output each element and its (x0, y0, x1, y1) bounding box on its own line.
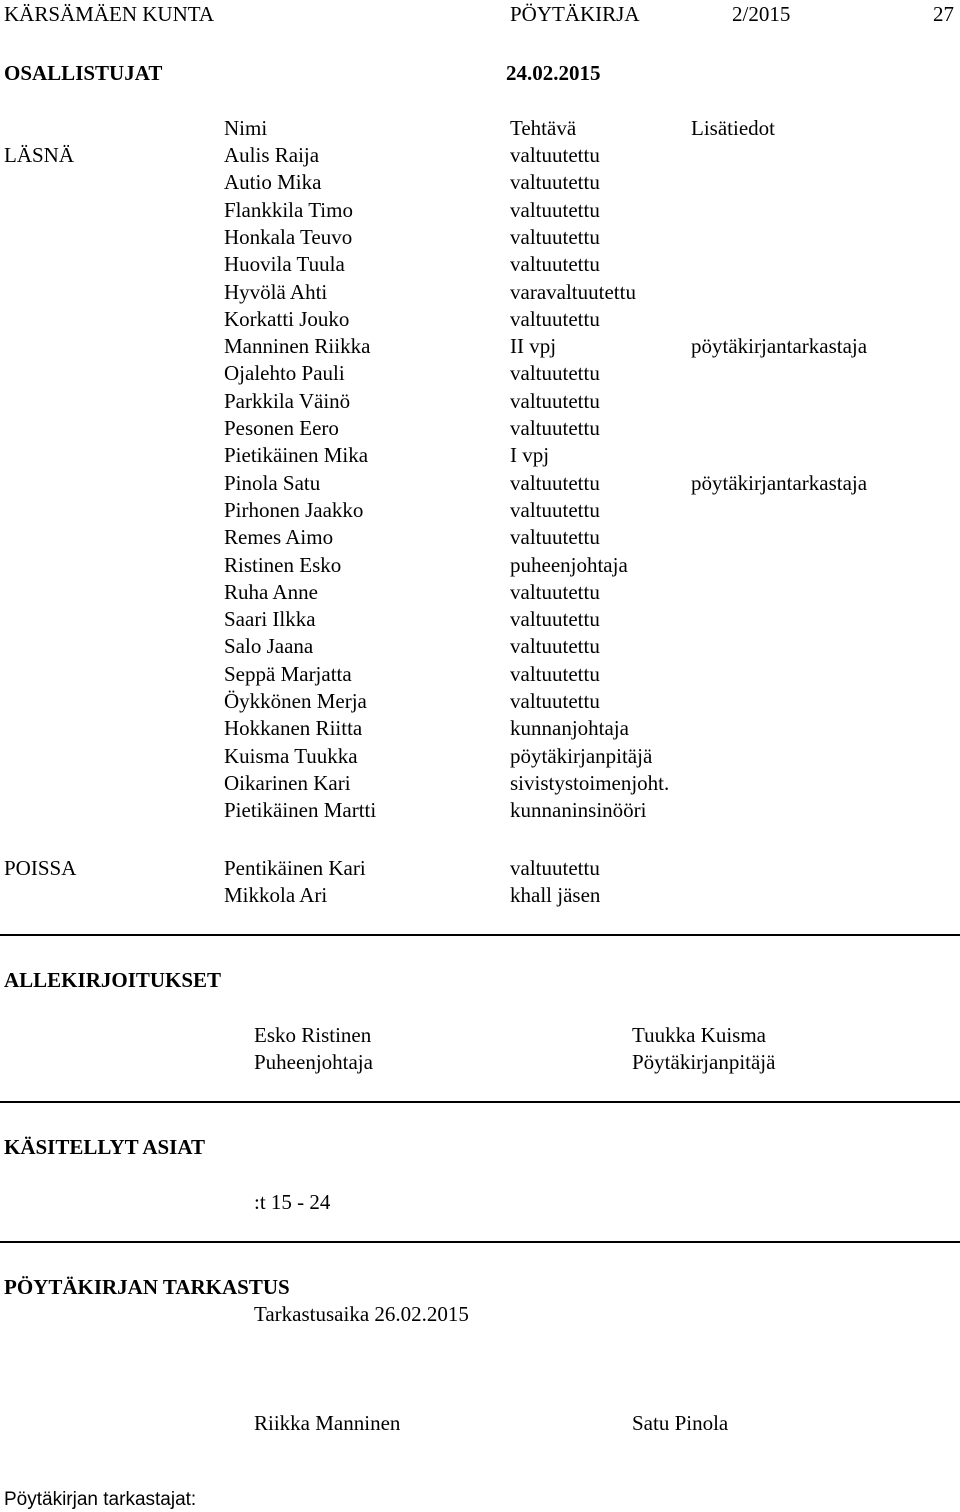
absent-role: khall jäsen (510, 883, 601, 908)
participant-row (0, 770, 960, 800)
present-label: LÄSNÄ (4, 143, 75, 167)
participant-name: Ruha Anne (224, 579, 318, 604)
participant-name: Ristinen Esko (224, 552, 342, 577)
participant-role: valtuutettu (510, 388, 600, 413)
absent-role: valtuutettu (510, 856, 600, 880)
participant-role: valtuutettu (510, 143, 600, 167)
participant-name: Hyvölä Ahti (224, 279, 328, 304)
participant-role: valtuutettu (510, 306, 600, 331)
participant-name: Pinola Satu (224, 470, 321, 495)
participant-row (0, 609, 960, 636)
participant-row (0, 661, 960, 691)
participant-row (0, 254, 960, 281)
participant-name: Ojalehto Pauli (224, 361, 345, 386)
participant-row (0, 445, 960, 472)
secretary-name: Tuukka Kuisma (632, 1023, 766, 1047)
participant-row (0, 470, 960, 500)
participant-role: valtuutettu (510, 689, 600, 713)
participant-role: valtuutettu (510, 470, 600, 495)
participant-name: Honkala Teuvo (224, 224, 353, 249)
participants-column-headers (0, 118, 960, 145)
items-range: :t 15 - 24 (254, 1190, 331, 1214)
participant-role: varavaltuutettu (510, 279, 636, 304)
secretary-title: Pöytäkirjanpitäjä (632, 1050, 776, 1074)
participant-role: II vpj (510, 334, 557, 359)
participant-row (0, 279, 960, 309)
participant-name: Pietikäinen Mika (224, 443, 369, 468)
participant-info: pöytäkirjantarkastaja (691, 334, 868, 359)
page-number: 27 (933, 2, 954, 26)
participant-row (0, 527, 960, 554)
document-number: 2/2015 (732, 2, 791, 26)
participant-role: valtuutettu (510, 416, 600, 440)
participant-role: kunnanjohtaja (510, 716, 629, 741)
column-header-name: Nimi (224, 116, 268, 140)
participant-name: Oikarinen Kari (224, 770, 351, 795)
participant-role: valtuutettu (510, 579, 600, 604)
participant-name: Pesonen Eero (224, 416, 339, 440)
participant-role: valtuutettu (510, 634, 600, 659)
participant-name: Flankkila Timo (224, 197, 353, 222)
participant-name: Manninen Riikka (224, 334, 371, 359)
participant-role: valtuutettu (510, 252, 600, 277)
participant-name: Korkatti Jouko (224, 306, 350, 331)
participant-row (0, 718, 960, 745)
participant-row (0, 306, 960, 336)
participant-name: Salo Jaana (224, 634, 314, 659)
participant-role: valtuutettu (510, 661, 600, 686)
participant-role: valtuutettu (510, 224, 600, 249)
absent-name: Mikkola Ari (224, 883, 328, 908)
participant-role: kunnaninsinööri (510, 798, 647, 823)
participant-name: Pirhonen Jaakko (224, 497, 364, 522)
divider (0, 934, 960, 936)
participant-row (0, 552, 960, 582)
participant-name: Autio Mika (224, 170, 322, 195)
participant-role: I vpj (510, 443, 550, 468)
participant-role: valtuutettu (510, 525, 600, 550)
absent-label: POISSA (4, 856, 77, 880)
participant-row (0, 636, 960, 663)
participant-info: pöytäkirjantarkastaja (691, 470, 868, 495)
participant-row (0, 197, 960, 227)
column-header-info: Lisätiedot (691, 116, 775, 140)
participant-row (0, 691, 960, 718)
participant-row (0, 497, 960, 527)
participant-row (0, 418, 960, 445)
reviewer-2: Satu Pinola (632, 1411, 729, 1435)
absent-row (0, 885, 960, 912)
participant-name: Kuisma Tuukka (224, 743, 358, 768)
participant-row (0, 145, 960, 172)
participant-role: valtuutettu (510, 361, 600, 386)
participant-name: Pietikäinen Martti (224, 798, 377, 823)
reviewers-footer-label: Pöytäkirjan tarkastajat: (4, 1489, 197, 1510)
reviewer-1: Riikka Manninen (254, 1411, 401, 1435)
review-time: Tarkastusaika 26.02.2015 (254, 1302, 469, 1326)
municipality-name: KÄRSÄMÄEN KUNTA (4, 2, 215, 26)
participants-title: OSALLISTUJAT (4, 61, 163, 85)
participant-name: Huovila Tuula (224, 252, 345, 277)
divider (0, 1101, 960, 1103)
participant-name: Hokkanen Riitta (224, 716, 363, 741)
participant-role: valtuutettu (510, 607, 600, 632)
participant-name: Öykkönen Merja (224, 689, 367, 713)
participant-role: valtuutettu (510, 170, 600, 195)
participant-role: puheenjohtaja (510, 552, 628, 577)
divider (0, 1241, 960, 1243)
participant-name: Aulis Raija (224, 143, 320, 167)
participant-row (0, 172, 960, 199)
participant-row (0, 363, 960, 390)
chair-title: Puheenjohtaja (254, 1050, 373, 1074)
chair-name: Esko Ristinen (254, 1023, 372, 1047)
participant-row (0, 800, 960, 827)
participant-row (0, 224, 960, 254)
participant-name: Remes Aimo (224, 525, 334, 550)
signatures-title: ALLEKIRJOITUKSET (4, 968, 222, 992)
items-title: KÄSITELLYT ASIAT (4, 1135, 205, 1159)
participant-role: pöytäkirjanpitäjä (510, 743, 653, 768)
absent-name: Pentikäinen Kari (224, 856, 366, 880)
column-header-role: Tehtävä (510, 116, 577, 140)
participant-role: sivistystoimenjoht. (510, 770, 670, 795)
participant-name: Parkkila Väinö (224, 388, 351, 413)
absent-row (0, 858, 960, 885)
meeting-date: 24.02.2015 (506, 61, 601, 85)
participant-name: Saari Ilkka (224, 607, 316, 632)
participant-name: Seppä Marjatta (224, 661, 352, 686)
participant-row (0, 579, 960, 609)
participant-role: valtuutettu (510, 197, 600, 222)
document-type: PÖYTÄKIRJA (510, 2, 640, 26)
participant-role: valtuutettu (510, 497, 600, 522)
participant-row (0, 388, 960, 418)
participant-row (0, 743, 960, 773)
participant-row (0, 336, 960, 363)
review-title: PÖYTÄKIRJAN TARKASTUS (4, 1275, 290, 1299)
